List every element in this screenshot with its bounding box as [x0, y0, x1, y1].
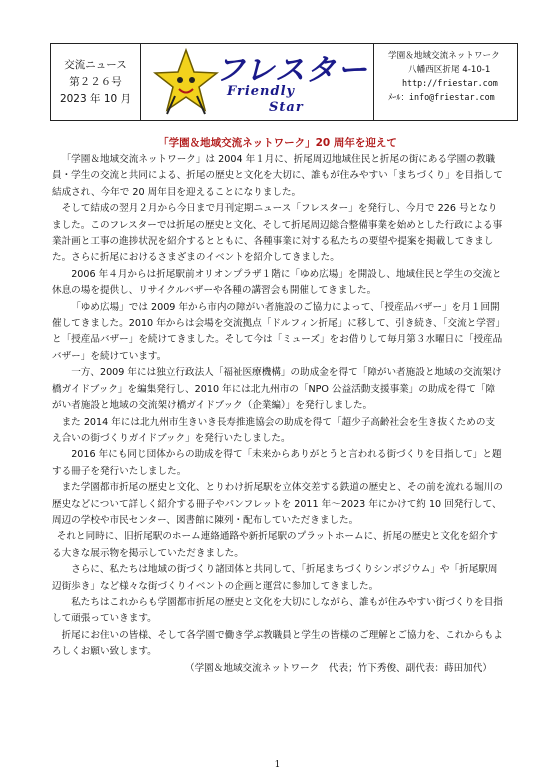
star-mascot-icon [153, 48, 219, 118]
organization-name: 学園＆地域交流ネットワーク [388, 51, 500, 61]
paragraph: また 2014 年には北九州市生きいき長寿推進協会の助成を得て「超少子高齢社会を生き抜くための支え合いの街づくりガイドブック」を発行いたしました。 [52, 416, 496, 444]
paragraph: 一方、2009 年には独立行政法人「福祉医療機構」の助成金を得て「障がい者施設と地域の交流架け橋ガイドブック」を編集発行し、2010 年には北九州市の「NPO 公益活動支援事業」の助成を得て「障がい者施設と地域の交流架け橋ガイドブック（企業編）」を発行しました。 [52, 367, 502, 412]
address: 八幡西区折尾 4-10-1 [408, 64, 491, 75]
article-headline: 「学園＆地域交流ネットワーク」20 周年を迎えて [158, 137, 397, 149]
paragraph: また学園都市折尾の歴史と文化、とりわけ折尾駅を立体交差する鉄道の歴史と、その前を流れる堀川の歴史などについて詳しく紹介する冊子やパンフレットを 2011 年〜2023 年にかけて約 10 回発行して、周辺の学校や市民センター、図書館に陳列・配布していただきました。 [52, 482, 503, 526]
paragraph: 2006 年４月からは折尾駅前オリオンプラザ１階に「ゆめ広場」を開設し、地域住民と学生の交流と休息の場を提供し、リサイクルバザーや各種の講習会も開催してきました。 [52, 268, 502, 297]
signature: （学園＆地域交流ネットワーク 代表；竹下秀俊、副代表：蒔田加代） [185, 662, 492, 674]
paragraph: さらに、私たちは地域の街づくり諸団体と共同して、「折尾まちづくりシンポジウム」や「折尾駅周辺街歩き」など様々な街づくりイベントの企画と運営に参加してきました。 [52, 564, 498, 592]
paragraph: 折尾にお住いの皆様、そして各学園で働き学ぶ教職員と学生の皆様のご理解とご協力を、これからもよろしくお願い致します。 [52, 629, 503, 658]
logo-subtitle-star: Star [269, 100, 304, 115]
paragraph: それと同時に、旧折尾駅のホーム連絡通路や新折尾駅のプラットホームに、折尾の歴史と文化を紹介する大きな展示物を掲示していただきました。 [52, 531, 498, 559]
issue-number: 第２２６号 [69, 75, 122, 88]
contact-info [374, 44, 517, 120]
article-body [52, 152, 504, 677]
email-address[interactable]: ﾒｰﾙ：info@friestar.com [388, 91, 495, 102]
paragraph: 「ゆめ広場」では 2009 年から市内の障がい者施設のご協力によって、「授産品バザー」を月１回開催してきました。2010 年からは会場を交流拠点「ドルフィン折尾」に移して、引き続き、「交流と学習」と「授産品バザー」を続けてきました。そして今は「ミューズ」をお借りして毎月第３水曜日に「授産品バザー」を続けています。 [52, 301, 503, 362]
issue-date: 2023 年 10 月 [59, 92, 132, 105]
logo-title: フレスター [215, 53, 368, 88]
series-name: 交流ニュース [64, 58, 127, 71]
paragraph: 「学園＆地域交流ネットワーク」は 2004 年１月に、折尾周辺地域住民と折尾の街にある学園の教職員・学生の交流と共同による、折尾の歴史と文化を大切に、誰もが住みやすい「まちづくり」を目指して結成され、今年で 20 周年目を迎えることになりました。 [52, 154, 503, 198]
newsletter-header [50, 43, 518, 121]
website-url[interactable]: http://friestar.com [402, 78, 498, 88]
paragraph: そして結成の翌月２月から今日まで月刊定期ニュース「フレスター」を発行し、今月で 226 号となりました。このフレスターでは折尾の歴史と文化、そして折尾周辺総合整備事業を始めとした行政による事業計画と工事の進捗状況を紹介するとともに、各種事業に対する私たちの要望や提案を掲載してきました。さらに折尾におけるさまざまのイベントを紹介してきました。 [52, 203, 503, 264]
logo-subtitle-friendly: Friendly [227, 84, 296, 99]
page-number: 1 [274, 760, 281, 770]
logo-area [141, 44, 374, 120]
issue-info [51, 44, 141, 120]
paragraph: 私たちはこれからも学園都市折尾の歴史と文化を大切にしながら、誰もが住みやすい街づくりを目指して頑張っていきます。 [52, 596, 503, 625]
paragraph: 2016 年にも同じ団体からの助成を得て「未来からありがとうと言われる街づくりを目指して」と題する冊子を発行いたしました。 [52, 449, 502, 477]
